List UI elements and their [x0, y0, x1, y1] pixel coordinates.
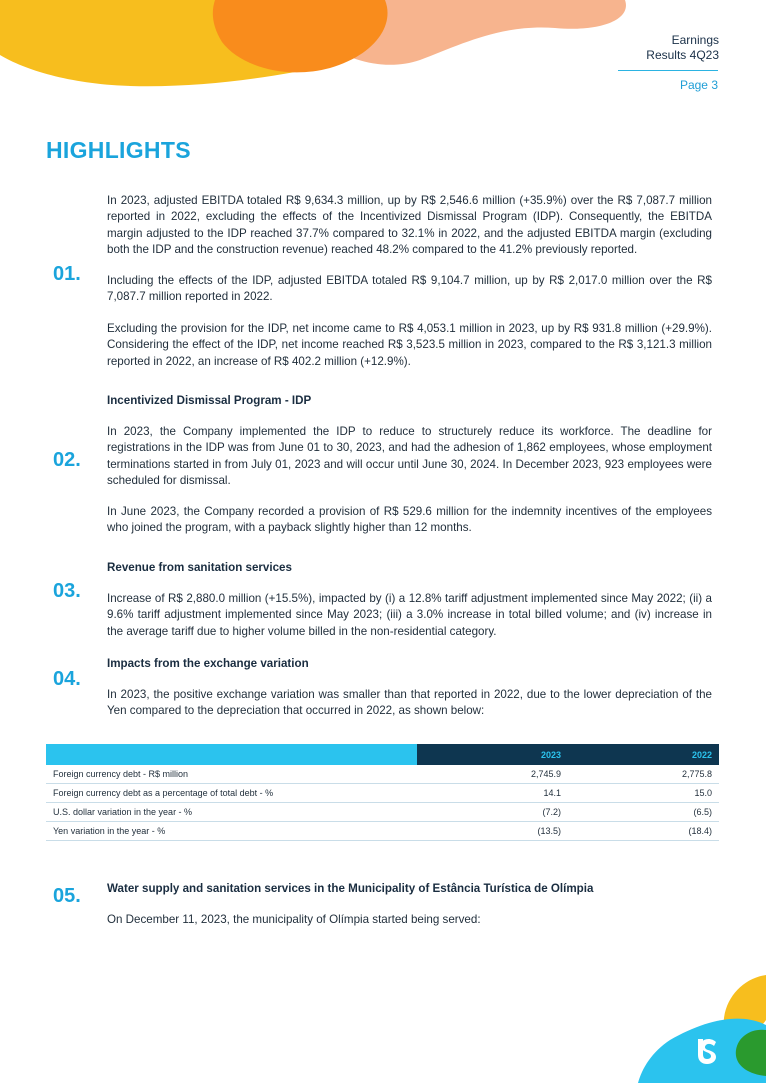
company-logo-icon — [694, 1036, 720, 1066]
table-header-row — [46, 744, 719, 765]
section-01-paragraph-3: Excluding the provision for the IDP, net income came to R$ 4,053.1 million in 2023, up by R$ 931.8 million (+29.9%). Considering the effect of the IDP, net income reached R$ 3,523.5 million in 2023, compared to the R$ 3,121.3 million reported in 2022, an increase of R$ 402.2 million (+12.9%). — [107, 322, 712, 368]
row-value-2023: (7.2) — [417, 803, 568, 822]
row-value-2022: 2,775.8 — [568, 765, 719, 784]
row-value-2022: (6.5) — [568, 803, 719, 822]
row-value-2023: (13.5) — [417, 822, 568, 841]
section-03-heading: Revenue from sanitation services — [107, 561, 292, 574]
footer-decoration — [630, 970, 766, 1083]
section-number-04: 04. — [53, 668, 81, 690]
row-value-2022: (18.4) — [568, 822, 719, 841]
section-02-paragraph-1: In 2023, the Company implemented the IDP to reduce to structurely reduce its workforce. The deadline for registrations in the IDP was from June 01 to 30, 2023, and had the adhesion of 1,862 employees, whose employment terminations started in from July 01, 2023 and will occur until June 30, 2024. In December 2023, 923 employees were scheduled for dismissal. — [107, 425, 712, 487]
row-label: Foreign currency debt as a percentage of total debt - % — [46, 784, 417, 803]
section-number-03: 03. — [53, 580, 81, 602]
doc-title: Earnings — [671, 33, 719, 47]
row-value-2022: 15.0 — [568, 784, 719, 803]
table-header-2022: 2022 — [568, 744, 719, 765]
section-05-heading: Water supply and sanitation services in the Municipality of Estância Turística de Olímpia — [107, 882, 594, 895]
section-number-01: 01. — [53, 263, 81, 285]
section-number-02: 02. — [53, 449, 81, 471]
section-01-paragraph-2: Including the effects of the IDP, adjusted EBITDA totaled R$ 9,104.7 million, up by R$ 2,017.0 million over the R$ 7,087.7 million reported in 2022. — [107, 274, 712, 304]
section-05-paragraph-1: On December 11, 2023, the municipality of Olímpia started being served: — [107, 913, 481, 926]
header-divider — [618, 70, 718, 71]
table-header-label-cell — [46, 744, 417, 765]
table-row — [46, 784, 719, 803]
table-row — [46, 822, 719, 841]
table-header-2023: 2023 — [417, 744, 568, 765]
exchange-variation-table — [46, 744, 719, 841]
section-01-paragraph-1: In 2023, adjusted EBITDA totaled R$ 9,634.3 million, up by R$ 2,546.6 million (+35.9%) over the R$ 7,087.7 million reported in 2022, excluding the effects of the Incentivized Dismissal Program (IDP). Consequently, the EBITDA margin adjusted to the IDP reached 37.7% compared to 32.1% in 2022, and the adjusted EBITDA margin (excluding both the IDP and the construction revenue) reached 48.2% compared to the 41.2% previously reported. — [107, 194, 712, 256]
page-number: Page 3 — [679, 78, 718, 92]
section-number-05: 05. — [53, 885, 81, 907]
row-label: Yen variation in the year - % — [46, 822, 417, 841]
document-header — [646, 33, 719, 63]
section-02-paragraph-2: In June 2023, the Company recorded a provision of R$ 529.6 million for the indemnity incentives of the employees who joined the program, with a payback slightly higher than 12 months. — [107, 505, 712, 535]
section-04-paragraph-1: In 2023, the positive exchange variation was smaller than that reported in 2022, due to the lower depreciation of the Yen compared to the depreciation that occurred in 2022, as shown below: — [107, 688, 712, 718]
row-label: U.S. dollar variation in the year - % — [46, 803, 417, 822]
row-value-2023: 14.1 — [417, 784, 568, 803]
doc-subtitle: Results 4Q23 — [646, 48, 719, 62]
table-row — [46, 765, 719, 784]
section-03-paragraph-1: Increase of R$ 2,880.0 million (+15.5%), impacted by (i) a 12.8% tariff adjustment implemented since May 2022; (ii) a 9.6% tariff adjustment implemented since May 2023; (iii) a 3.0% increase in total billed volume; and (iv) increase in the average tariff due to higher volume billed in the non-residential category. — [107, 592, 712, 638]
table-row — [46, 803, 719, 822]
row-label: Foreign currency debt - R$ million — [46, 765, 417, 784]
section-02-heading: Incentivized Dismissal Program - IDP — [107, 394, 312, 407]
header-decoration — [0, 0, 640, 95]
row-value-2023: 2,745.9 — [417, 765, 568, 784]
page-title: HIGHLIGHTS — [46, 137, 191, 163]
section-04-heading: Impacts from the exchange variation — [107, 657, 309, 670]
